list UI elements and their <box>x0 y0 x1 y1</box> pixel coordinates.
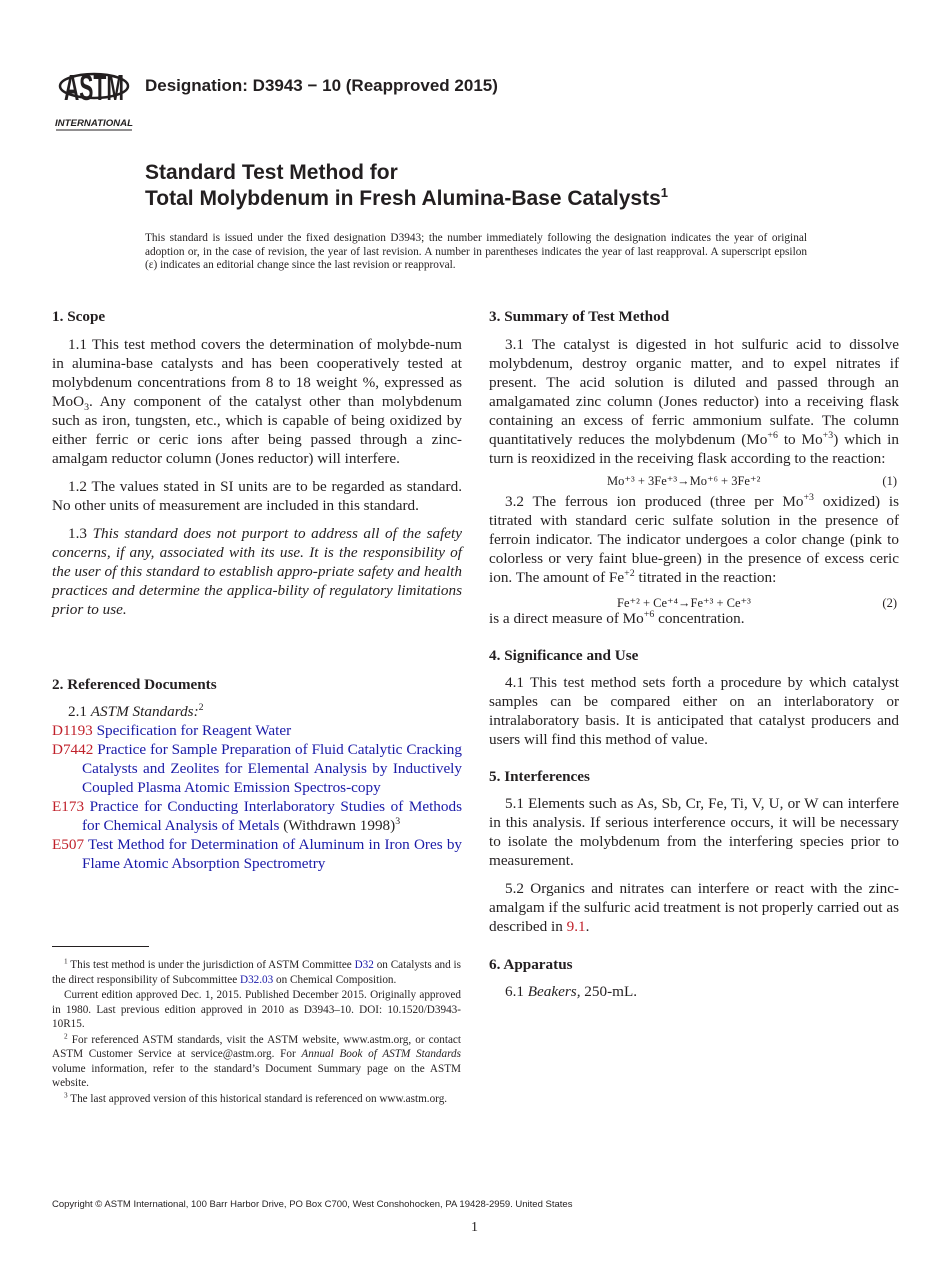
footnote-2-italic: Annual Book of ASTM Standards <box>301 1048 461 1060</box>
apparatus-6-1: Beakers, <box>527 983 581 1000</box>
svg-text:INTERNATIONAL: INTERNATIONAL <box>55 118 134 129</box>
summary-3-2-end: titrated in the reaction: <box>634 569 777 586</box>
interferences-5-1: 5.1 Elements such as As, Sb, Cr, Fe, Ti, V, U, or W can interfere in this analysis. If serious interference occurs, it will be necessary to isolate the molybdenum from the interfering species prior to measurement. <box>489 795 899 869</box>
page-number: 1 <box>471 1220 478 1235</box>
equation-1 <box>489 472 899 490</box>
title-line-2: Total Molybdenum in Fresh Alumina-Base Catalysts <box>145 187 661 210</box>
superscript: +3 <box>803 491 814 503</box>
footnote-1-end: on Chemical Composition. <box>273 973 397 986</box>
equation-1-number: (1) <box>882 474 897 488</box>
standard-intro: This standard is issued under the fixed designation D3943; the number immediately following the designation indicates the year of original adoption or, in the case of revision, the year of last revision. A number in parentheses indicates the year of last reapproval. A superscript epsilon (ε) indicates an editorial change since the last revision or reapproval. <box>145 232 807 271</box>
apparatus-6-1-num: 6.1 <box>505 983 528 1000</box>
ref-item[interactable] <box>52 835 462 873</box>
footnote-1-cont: on Catalysts and is the direct responsibility of Subcommittee <box>52 959 462 986</box>
scope-1-2: 1.2 The values stated in SI units are to be regarded as standard. No other units of measurement are included in this standard. <box>52 478 462 514</box>
ref-code[interactable]: D7442 <box>52 741 94 758</box>
footnote-1-edition: Current edition approved Dec. 1, 2015. Published December 2015. Originally approved in 1980. Last previous edition approved in 2010 as D3943–10. DOI: 10.1520/D3943-10R15. <box>52 989 461 1030</box>
apparatus-6-1-cont: 250-mL. <box>580 983 638 1000</box>
ref-title[interactable]: Practice for Sample Preparation of Fluid Catalytic Cracking Catalysts and Zeolites for Elemental Analysis by Inductively Coupled Plasma Atomic Emission Spectros-copy <box>82 741 462 796</box>
footnote-1: This test method is under the jurisdiction of ASTM Committee <box>67 959 355 971</box>
ref-note: (Withdrawn 1998) <box>279 817 396 834</box>
equation-2-number: (2) <box>882 596 897 610</box>
refdocs-heading: 2. Referenced Documents <box>52 676 217 693</box>
apparatus-heading: 6. Apparatus <box>489 956 573 973</box>
footnote-mark: 1 <box>64 957 68 966</box>
scope-1-1-cont: . Any component of the catalyst other than molybdenum such as iron, tungsten, etc., which is capable of being oxidized by either ferric or ceric ions after being passed through a zinc-amalgam reductor column (Jones reductor) will interfere. <box>52 393 462 467</box>
refdocs-2-1-num: 2.1 <box>68 703 91 720</box>
scope-1-1: 1.1 This test method covers the determination of molybde-num in alumina-base catalysts and has been cooperatively tested at molybdenum concentrations from 8 to 18 weight %, expressed as MoO <box>52 336 462 410</box>
ref-item[interactable] <box>52 721 462 740</box>
summary-conclusion: is a direct measure of Mo <box>489 610 644 627</box>
subscript: 3 <box>84 402 90 414</box>
ref-item[interactable] <box>52 740 462 797</box>
section-referenced-documents <box>52 675 462 873</box>
svg-text:ASTM: ASTM <box>64 67 124 108</box>
ref-code[interactable]: D1193 <box>52 722 93 739</box>
ref-title[interactable]: Test Method for Determination of Aluminum in Iron Ores by Flame Atomic Absorption Spectrometry <box>82 836 463 872</box>
ref-code[interactable]: E173 <box>52 798 85 815</box>
ref-title[interactable]: Practice for Conducting Interlaboratory Studies of Methods for Chemical Analysis of Metals <box>82 798 462 834</box>
superscript: +6 <box>767 429 778 441</box>
designation: Designation: D3943 − 10 (Reapproved 2015) <box>145 76 498 95</box>
equation-1-text: Mo⁺³ + 3Fe⁺³→Mo⁺⁶ + 3Fe⁺² <box>607 474 761 488</box>
equation-2 <box>489 594 899 609</box>
summary-conclusion-end: concentration. <box>654 610 745 627</box>
footnote-mark: 2 <box>64 1031 68 1040</box>
significance-heading: 4. Significance and Use <box>489 647 639 664</box>
footnote-mark: 3 <box>395 815 401 827</box>
ref-item[interactable] <box>52 797 462 835</box>
footnote-3: The last approved version of this historical standard is referenced on www.astm.org. <box>67 1092 448 1105</box>
equation-2-text: Fe⁺² + Ce⁺⁴→Fe⁺³ + Ce⁺³ <box>617 596 751 610</box>
summary-3-2: 3.2 The ferrous ion produced (three per Mo <box>505 493 804 510</box>
summary-3-2-cont: oxidized) is titrated with standard ceric sulfate solution in the presence of ferroin indicator. The indicator undergoes a color change (pink to colorless or very faint blue-green) in the presence of excess ceric ion. The amount of Fe <box>489 493 900 586</box>
ref-title[interactable]: Specification for Reagent Water <box>96 722 292 739</box>
interferences-heading: 5. Interferences <box>489 768 590 785</box>
footnote-mark: 3 <box>64 1090 68 1099</box>
astm-logo <box>54 56 134 132</box>
ref-code[interactable]: E507 <box>52 836 85 853</box>
committee-link[interactable]: D32 <box>354 959 374 971</box>
section-summary <box>489 307 899 1001</box>
interferences-5-2: 5.2 Organics and nitrates can interfere or react with the zinc-amalgam if the sulfuric acid treatment is not properly carried out as described in <box>489 880 899 935</box>
significance-4-1: 4.1 This test method sets forth a procedure by which catalyst samples can be compared either on an interlaboratory or intralaboratory basis. It is anticipated that catalyst producers and users will find this method of value. <box>489 674 899 748</box>
period: . <box>585 918 590 935</box>
summary-3-1-end: ) which in turn is reoxidized in the receiving flask according to the reaction: <box>489 431 899 467</box>
footnotes <box>52 958 461 1107</box>
summary-3-1-cont: to Mo <box>777 431 823 448</box>
summary-3-1: 3.1 The catalyst is digested in hot sulfuric acid to dissolve molybdenum, destroy organic matter, and to expel nitrates if present. The acid solution is diluted and passed through an amalgamated zinc column (Jones reductor) into a receiving flask containing an excess of ferric ammonium sulfate. The column quantitatively reduces the molybdenum (Mo <box>489 336 899 448</box>
scope-1-3: This standard does not purport to address all of the safety concerns, if any, associated with its use. It is the responsibility of the user of this standard to establish appro-priate safety and health practices and determine the applica-bility of regulatory limitations prior to use. <box>52 525 463 618</box>
document-title <box>145 160 668 212</box>
footnote-divider <box>52 946 149 947</box>
superscript: +6 <box>643 608 655 620</box>
scope-1-3-num: 1.3 <box>68 525 93 542</box>
refdocs-2-1: ASTM Standards: <box>90 703 199 720</box>
superscript: +2 <box>624 567 635 579</box>
footnote-2: For referenced ASTM standards, visit the ASTM website, www.astm.org, or contact ASTM Customer Service at service@astm.org. For <box>52 1033 461 1060</box>
section-9-1-link[interactable]: 9.1 <box>566 918 586 935</box>
footnote-mark: 2 <box>198 701 204 713</box>
section-scope <box>52 307 462 619</box>
summary-heading: 3. Summary of Test Method <box>489 308 670 325</box>
title-footnote-mark: 1 <box>660 185 668 200</box>
footnote-2-end: volume information, refer to the standard’s Document Summary page on the ASTM website. <box>52 1062 461 1089</box>
scope-heading: 1. Scope <box>52 308 106 325</box>
subcommittee-link[interactable]: D32.03 <box>239 973 274 986</box>
copyright: Copyright © ASTM International, 100 Barr Harbor Drive, PO Box C700, West Conshohocken, PA 19428-2959. United States <box>52 1199 573 1210</box>
superscript: +3 <box>822 429 834 441</box>
title-line-1: Standard Test Method for <box>145 161 398 184</box>
